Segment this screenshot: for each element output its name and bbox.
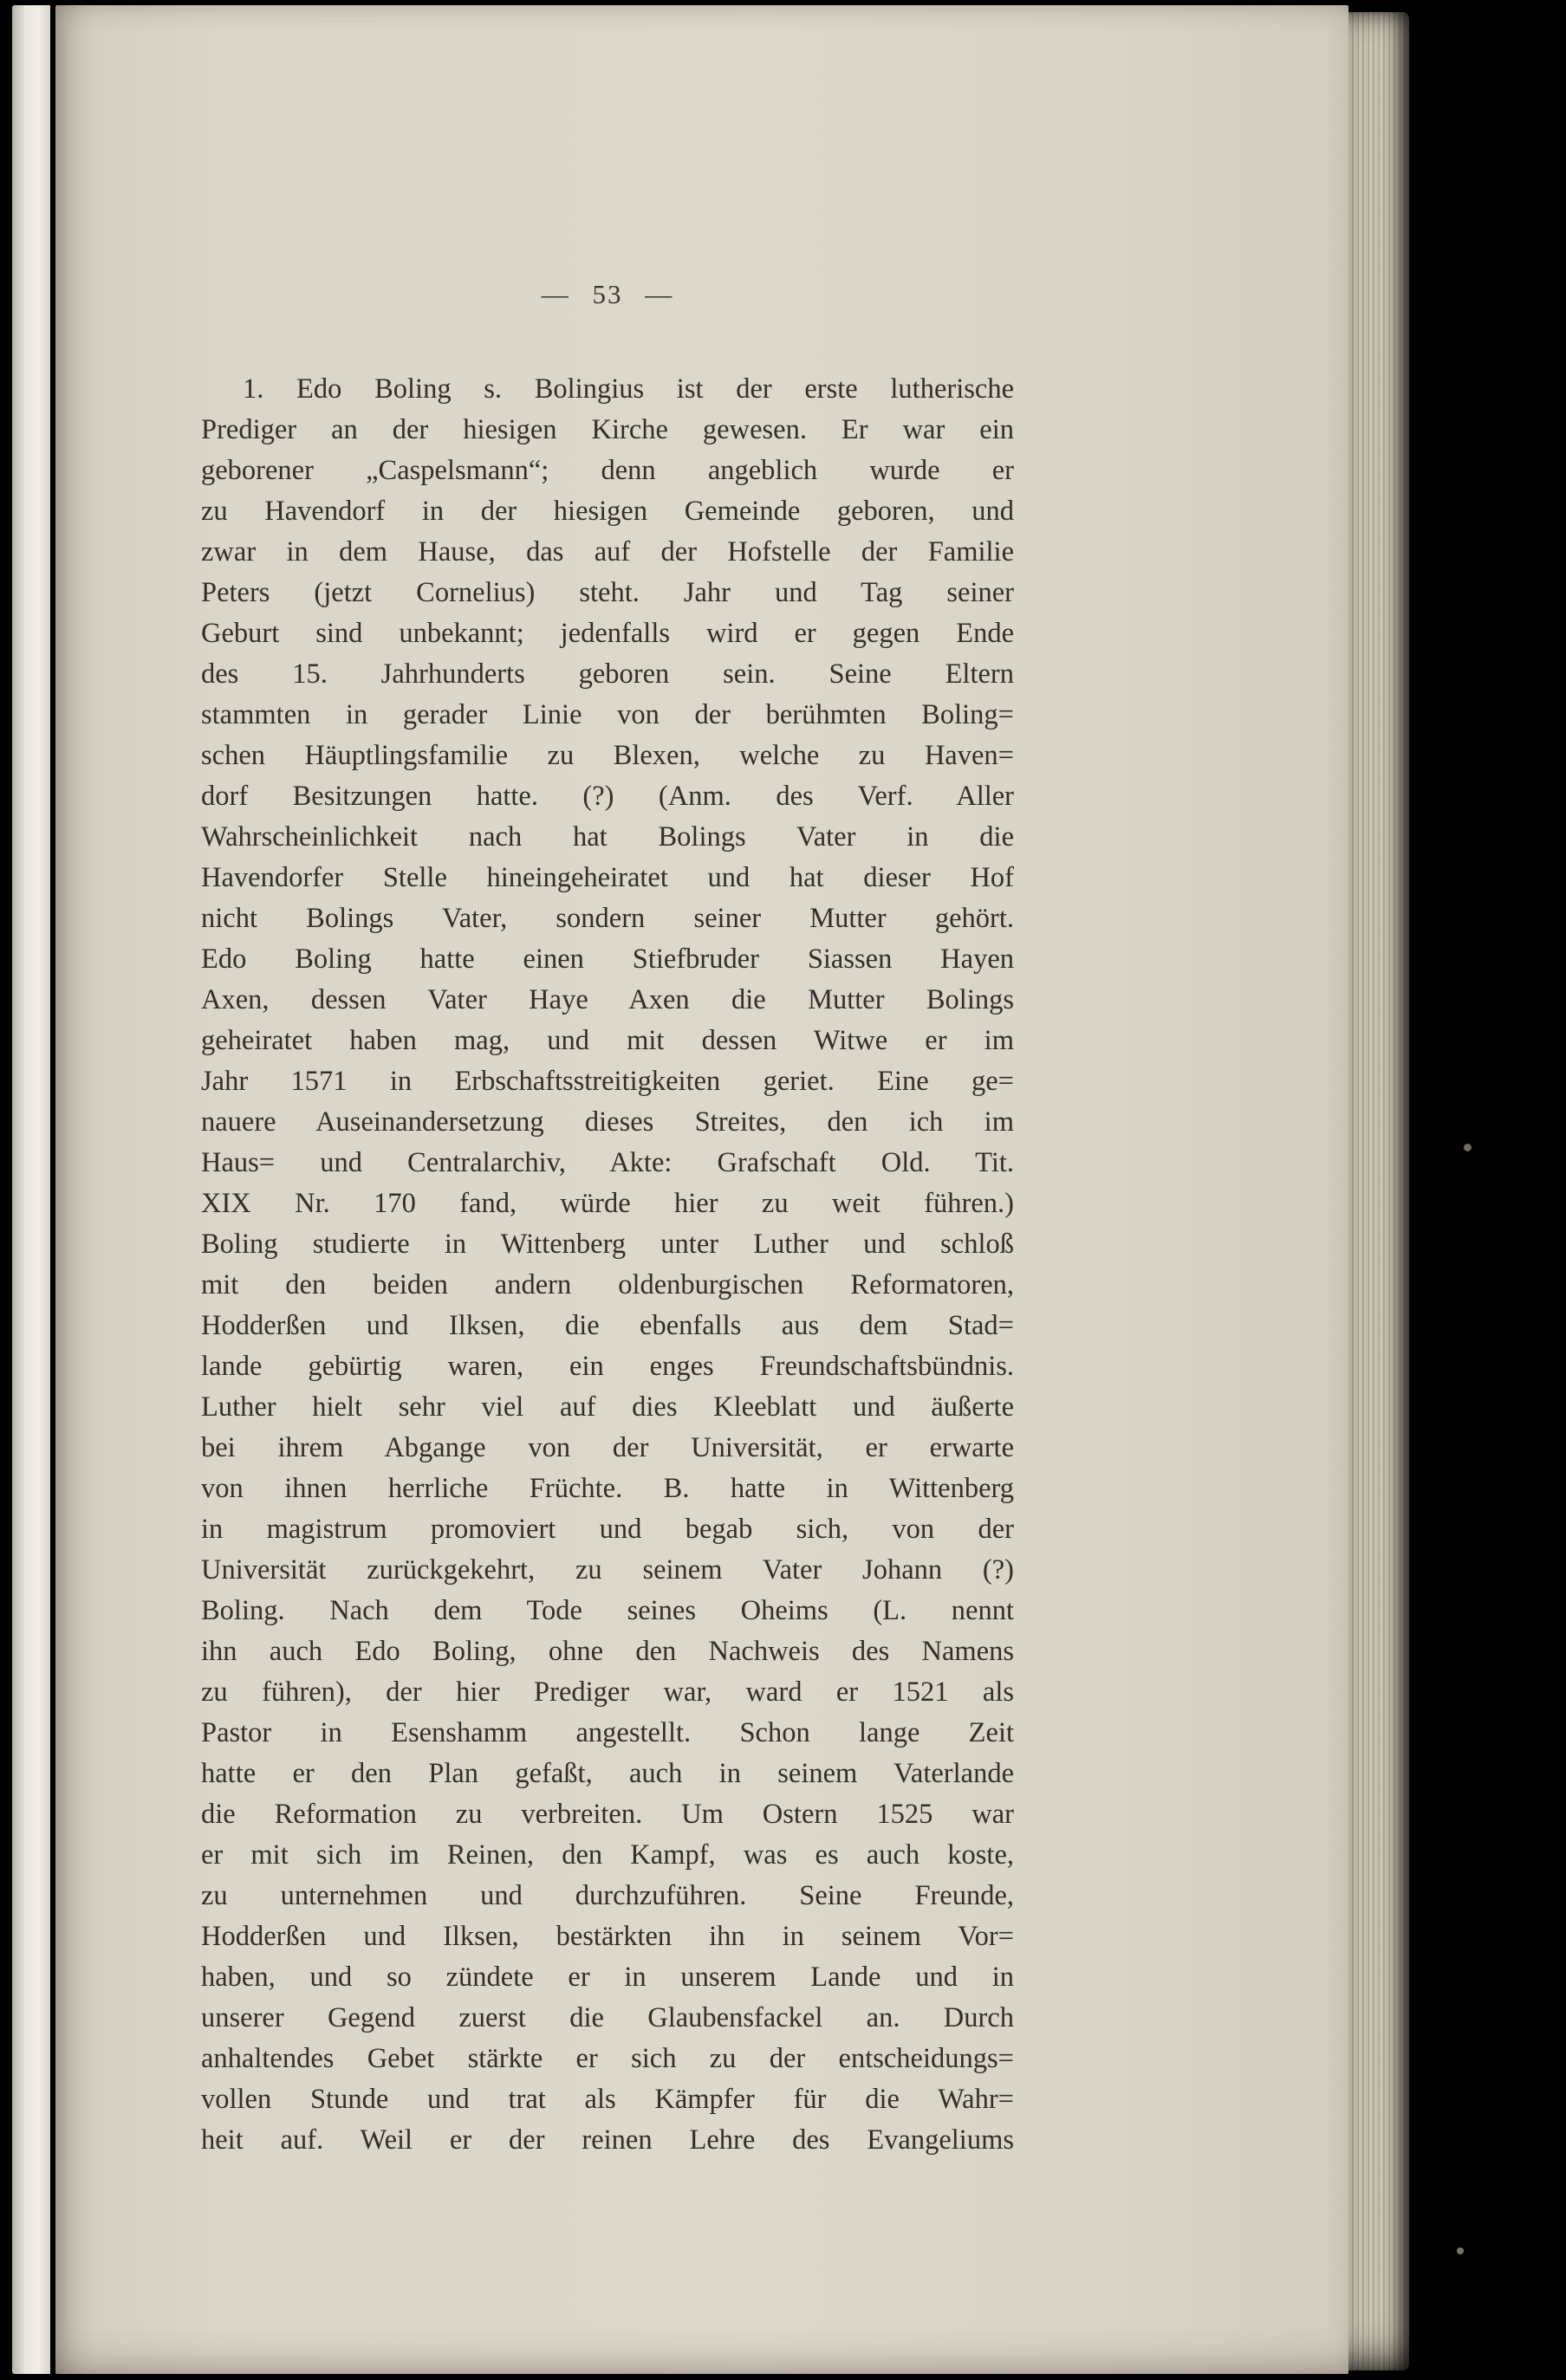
text-line: Edo Boling hatte einen Stiefbruder Siassen Hayen bbox=[201, 944, 1014, 975]
text-line: Wahrscheinlichkeit nach hat Bolings Vater in die bbox=[201, 821, 1014, 853]
text-line: hatte er den Plan gefaßt, auch in seinem Vaterlande bbox=[201, 1758, 1014, 1789]
book-page bbox=[55, 5, 1348, 2374]
text-line: zu führen), der hier Prediger war, ward er 1521 als bbox=[201, 1676, 1014, 1708]
text-line: geborener „Caspelsmann“; denn angeblich wurde er bbox=[201, 455, 1014, 486]
text-line: Axen, dessen Vater Haye Axen die Mutter Bolings bbox=[201, 984, 1014, 1015]
text-line: lande gebürtig waren, ein enges Freundschaftsbündnis. bbox=[201, 1351, 1014, 1382]
text-line: mit den beiden andern oldenburgischen Reformatoren, bbox=[201, 1269, 1014, 1300]
text-line: in magistrum promoviert und begab sich, von der bbox=[201, 1514, 1014, 1545]
text-line: schen Häuptlingsfamilie zu Blexen, welche zu Haven= bbox=[201, 740, 1014, 771]
text-line: Boling. Nach dem Tode seines Oheims (L. nennt bbox=[201, 1595, 1014, 1626]
text-line: haben, und so zündete er in unserem Lande und in bbox=[201, 1962, 1014, 1993]
text-line: Universität zurückgekehrt, zu seinem Vater Johann (?) bbox=[201, 1554, 1014, 1586]
text-line: Hodderßen und Ilksen, bestärkten ihn in seinem Vor= bbox=[201, 1921, 1014, 1952]
text-line: Prediger an der hiesigen Kirche gewesen. Er war ein bbox=[201, 414, 1014, 445]
scan-speck bbox=[1457, 2247, 1464, 2254]
text-line: stammten in gerader Linie von der berühmten Boling= bbox=[201, 699, 1014, 730]
text-line: 1. Edo Boling s. Bolingius ist der erste lutherische bbox=[243, 373, 1014, 405]
text-line: Pastor in Esenshamm angestellt. Schon lange Zeit bbox=[201, 1717, 1014, 1748]
previous-page-edge bbox=[12, 5, 50, 2374]
page-stack-edges bbox=[1348, 12, 1409, 2370]
text-line: Luther hielt sehr viel auf dies Kleeblatt und äußerte bbox=[201, 1391, 1014, 1423]
text-line: er mit sich im Reinen, den Kampf, was es auch koste, bbox=[201, 1839, 1014, 1871]
text-line: anhaltendes Gebet stärkte er sich zu der entscheidungs= bbox=[201, 2043, 1014, 2074]
text-line: XIX Nr. 170 fand, würde hier zu weit führen.) bbox=[201, 1188, 1014, 1219]
text-line: vollen Stunde und trat als Kämpfer für die Wahr= bbox=[201, 2084, 1014, 2115]
text-line: Geburt sind unbekannt; jedenfalls wird er gegen Ende bbox=[201, 618, 1014, 649]
text-line: Jahr 1571 in Erbschaftsstreitigkeiten geriet. Eine ge= bbox=[201, 1066, 1014, 1097]
page-number: — 53 — bbox=[541, 279, 674, 309]
text-line: nicht Bolings Vater, sondern seiner Mutter gehört. bbox=[201, 903, 1014, 934]
text-line: dorf Besitzungen hatte. (?) (Anm. des Verf. Aller bbox=[201, 781, 1014, 812]
text-line: nauere Auseinandersetzung dieses Streites, den ich im bbox=[201, 1106, 1014, 1138]
text-line: von ihnen herrliche Früchte. B. hatte in Wittenberg bbox=[201, 1473, 1014, 1504]
text-line: unserer Gegend zuerst die Glaubensfackel an. Durch bbox=[201, 2002, 1014, 2033]
text-line: Hodderßen und Ilksen, die ebenfalls aus dem Stad= bbox=[201, 1310, 1014, 1341]
text-line: zu Havendorf in der hiesigen Gemeinde geboren, und bbox=[201, 496, 1014, 527]
text-line: Havendorfer Stelle hineingeheiratet und hat dieser Hof bbox=[201, 862, 1014, 893]
text-line: Peters (jetzt Cornelius) steht. Jahr und Tag seiner bbox=[201, 577, 1014, 608]
text-line: Boling studierte in Wittenberg unter Luther und schloß bbox=[201, 1229, 1014, 1260]
text-line: die Reformation zu verbreiten. Um Ostern 1525 war bbox=[201, 1799, 1014, 1830]
text-line: bei ihrem Abgange von der Universität, er erwarte bbox=[201, 1432, 1014, 1463]
text-line: zu unternehmen und durchzuführen. Seine Freunde, bbox=[201, 1880, 1014, 1911]
text-line: des 15. Jahrhunderts geboren sein. Seine Eltern bbox=[201, 658, 1014, 690]
text-line: geheiratet haben mag, und mit dessen Witwe er im bbox=[201, 1025, 1014, 1056]
text-line: Haus= und Centralarchiv, Akte: Grafschaft Old. Tit. bbox=[201, 1147, 1014, 1178]
body-text bbox=[201, 369, 1014, 2161]
scan-speck bbox=[1464, 1144, 1472, 1151]
text-line: heit auf. Weil er der reinen Lehre des Evangeliums bbox=[201, 2124, 1014, 2156]
text-line: zwar in dem Hause, das auf der Hofstelle der Familie bbox=[201, 536, 1014, 567]
text-line: ihn auch Edo Boling, ohne den Nachweis des Namens bbox=[201, 1636, 1014, 1667]
